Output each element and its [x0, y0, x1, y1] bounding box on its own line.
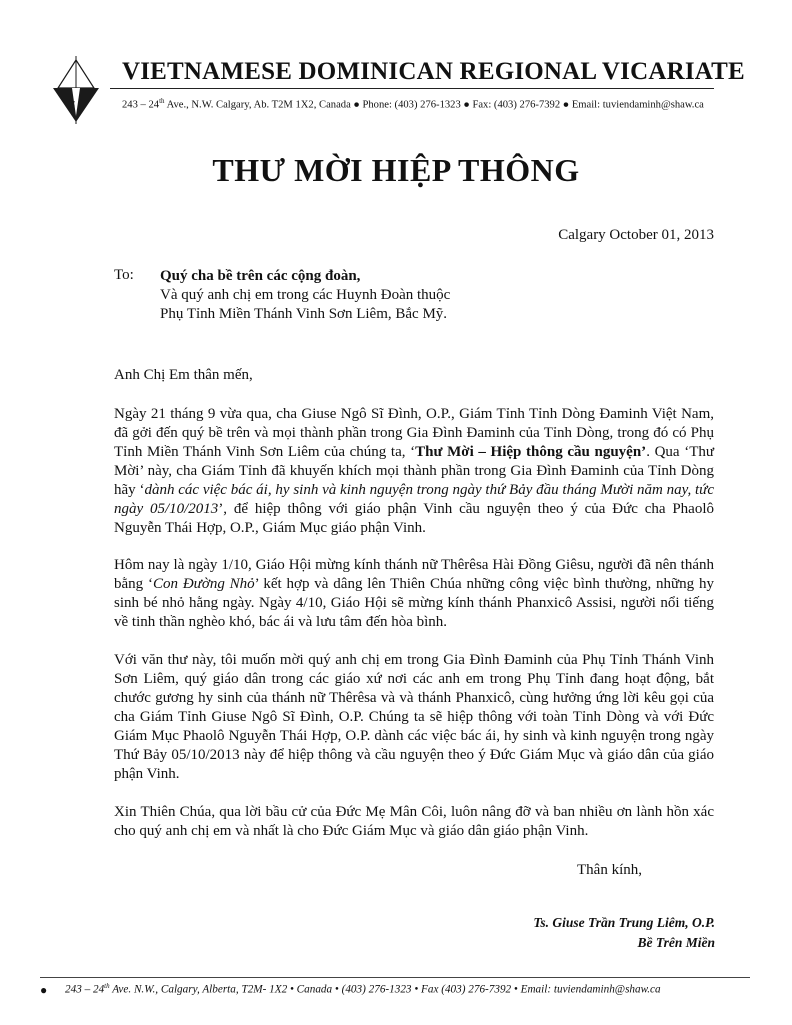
- header-divider: [110, 88, 714, 89]
- dominican-shield-logo: [50, 54, 102, 128]
- organization-name: VIETNAMESE DOMINICAN REGIONAL VICARIATE: [122, 58, 745, 85]
- footer-contact-line: 243 – 24th Ave. N.W., Calgary, Alberta, T2M- 1X2 • Canada • (403) 276-1323 • Fax (403) 276-7392 • Email: tuviendaminh@shaw.ca: [65, 982, 661, 996]
- svg-text:L: L: [76, 108, 81, 117]
- body-paragraph-4: Xin Thiên Chúa, qua lời bầu cử của Đức Mẹ Mân Côi, luôn nâng đỡ và ban nhiều ơn lành hồn xác cho quý anh chị em và nhất là cho Đức Giám Mục và giáo dân giáo phận Vinh.: [114, 804, 714, 839]
- letter-title: THƯ MỜI HIỆP THÔNG: [212, 152, 580, 188]
- footer-divider: [40, 977, 750, 978]
- header-contact-line: 243 – 24th Ave., N.W. Calgary, Ab. T2M 1X2, Canada ● Phone: (403) 276-1323 ● Fax: (403) 276-7392 ● Email: tuviendaminh@shaw.ca: [122, 97, 704, 111]
- signature-name: Ts. Giuse Trần Trung Liêm, O.P.: [533, 915, 715, 930]
- body-paragraph-1: Ngày 21 tháng 9 vừa qua, cha Giuse Ngô Sĩ Đình, O.P., Giám Tỉnh Tỉnh Dòng Đaminh Việt Nam, đã gởi đến quý bề trên và mọi thành phần trong Gia Đình Đaminh của Tỉnh Dòng, trong đó có Phụ Tỉnh Miền Thánh Vinh Sơn Liêm của chúng ta, ‘Thư Mời – Hiệp thông cầu nguyện’. Qua ‘Thư Mời’ này, cha Giám Tỉnh đã khuyến khích mọi thành phần trong Gia Đình Đaminh của Tỉnh Dòng hãy ‘dành các việc bác ái, hy sinh và kinh nguyện trong ngày thứ Bảy đầu tháng Mười năm nay, tức ngày 05/10/2013’, để hiệp thông với giáo phận Vinh cầu nguyện theo ý của Đức cha Phaolô Nguyễn Thái Hợp, O.P., Giám Mục giáo phận Vinh.: [114, 406, 715, 536]
- letter-date: Calgary October 01, 2013: [558, 227, 714, 243]
- signature-title: Bề Trên Miền: [637, 935, 715, 950]
- recipient-line: Quý cha bề trên các cộng đoàn,: [160, 268, 361, 284]
- body-paragraph-2: Hôm nay là ngày 1/10, Giáo Hội mừng kính thánh nữ Thêrêsa Hài Đồng Giêsu, người đã nên thánh bằng ‘Con Đường Nhỏ’ kết hợp và dâng lên Thiên Chúa những công việc bình thường, những hy sinh bé nhỏ hằng ngày. Ngày 4/10, Giáo Hội sẽ mừng kính thánh Phanxicô Assisi, người nổi tiếng về tinh thần nghèo khó, bác ái và lưu tâm đến hòa bình.: [114, 557, 714, 630]
- salutation: Anh Chị Em thân mến,: [114, 367, 253, 383]
- recipient-block: [160, 267, 450, 324]
- recipient-label: To:: [114, 267, 134, 283]
- footer-bullet: ●: [40, 983, 48, 997]
- recipient-line: Và quý anh chị em trong các Huynh Đoàn thuộc: [160, 287, 451, 303]
- recipient-line: Phụ Tỉnh Miền Thánh Vinh Sơn Liêm, Bắc Mỹ.: [160, 306, 448, 322]
- svg-text:S: S: [70, 100, 75, 111]
- body-paragraph-3: Với văn thư này, tôi muốn mời quý anh chị em trong Gia Đình Đaminh của Phụ Tỉnh Thánh Vinh Sơn Liêm, quý giáo dân trong các giáo xứ nơi các anh em trong Phụ Tỉnh đang hoạt động, bắt chước gương hy sinh của thánh nữ Thêrêsa và và thánh Phanxicô, cùng hưởng ứng lời kêu gọi của cha Giám Tỉnh Giuse Ngô Sĩ Đình, O.P. Chúng ta sẽ hiệp thông với toàn Tỉnh Dòng và với Đức Giám Mục Phaolô Nguyễn Thái Hợp, O.P. dành các việc bác ái, hy sinh và kinh nguyện trong ngày Thứ Bảy 05/10/2013 này để hiệp thông và cầu nguyện theo ý Đức Giám Mục và giáo dân của giáo phận Vinh.: [114, 652, 714, 782]
- closing: Thân kính,: [577, 862, 642, 878]
